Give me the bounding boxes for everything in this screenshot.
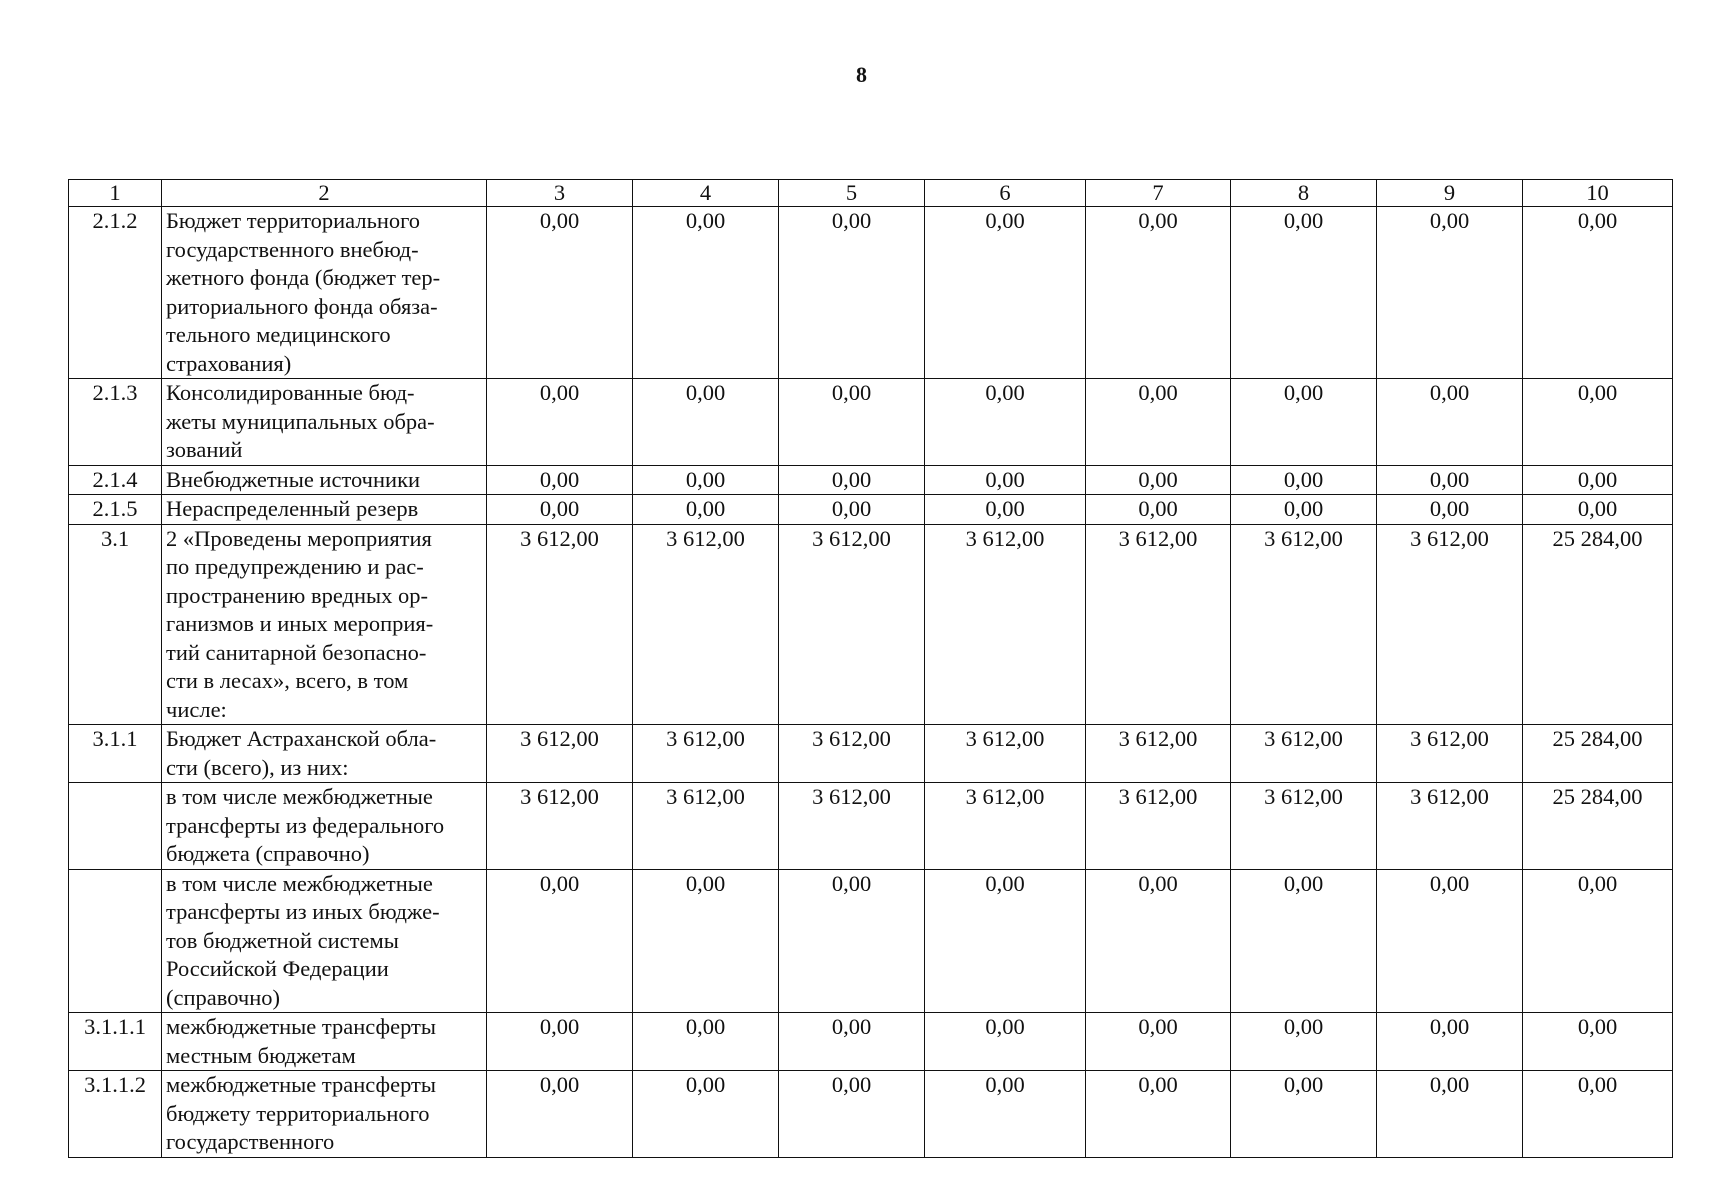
value-cell-col-5: 0,00 [779, 1071, 925, 1158]
table-row [69, 1013, 1673, 1071]
value-cell-col-9: 0,00 [1377, 869, 1523, 1013]
row-name-line: Нераспределенный резерв [166, 496, 419, 521]
value-cell-col-5: 0,00 [779, 1013, 925, 1071]
row-name [162, 1013, 487, 1071]
row-name-line: Консолидированные бюд- [166, 380, 415, 405]
value-cell-col-3: 0,00 [487, 465, 633, 495]
value-cell-col-7: 3 612,00 [1086, 725, 1231, 783]
value-cell-col-6: 0,00 [925, 1013, 1086, 1071]
value-cell-col-5: 0,00 [779, 869, 925, 1013]
value-cell-col-7: 0,00 [1086, 379, 1231, 466]
row-name-line: сти (всего), из них: [166, 754, 349, 780]
row-name-line: тий санитарной безопасно- [166, 639, 427, 665]
row-name-line: числе: [166, 696, 227, 722]
row-name-line: бюджета (справочно) [166, 841, 370, 866]
row-code [69, 783, 162, 870]
value-cell-col-10: 0,00 [1523, 1013, 1673, 1071]
value-cell-col-7: 0,00 [1086, 1013, 1231, 1071]
value-cell-col-3: 3 612,00 [487, 524, 633, 725]
header-cell-3: 3 [487, 180, 633, 207]
table-row [69, 1071, 1673, 1158]
row-name-line: государственного внебюд- [166, 236, 419, 262]
row-name-line: (справочно) [166, 984, 280, 1010]
value-cell-col-9: 3 612,00 [1377, 725, 1523, 783]
header-cell-8: 8 [1231, 180, 1377, 207]
header-cell-6: 6 [925, 180, 1086, 207]
value-cell-col-4: 0,00 [633, 207, 779, 379]
value-cell-col-8: 0,00 [1231, 379, 1377, 466]
header-cell-5: 5 [779, 180, 925, 207]
value-cell-col-10: 0,00 [1523, 869, 1673, 1013]
value-cell-col-5: 0,00 [779, 379, 925, 466]
value-cell-col-4: 0,00 [633, 465, 779, 495]
row-code: 3.1.1.2 [69, 1071, 162, 1158]
table-row [69, 207, 1673, 379]
value-cell-col-8: 3 612,00 [1231, 524, 1377, 725]
value-cell-col-6: 0,00 [925, 465, 1086, 495]
row-name-line: тов бюджетной системы [166, 927, 399, 953]
value-cell-col-7: 0,00 [1086, 1071, 1231, 1158]
value-cell-col-4: 0,00 [633, 379, 779, 466]
header-cell-1: 1 [69, 180, 162, 207]
value-cell-col-9: 0,00 [1377, 379, 1523, 466]
value-cell-col-8: 0,00 [1231, 465, 1377, 495]
budget-table [68, 179, 1673, 1158]
value-cell-col-10: 0,00 [1523, 1071, 1673, 1158]
row-name [162, 1071, 487, 1158]
value-cell-col-9: 0,00 [1377, 207, 1523, 379]
value-cell-col-4: 0,00 [633, 495, 779, 525]
value-cell-col-3: 0,00 [487, 379, 633, 466]
value-cell-col-8: 0,00 [1231, 869, 1377, 1013]
value-cell-col-4: 0,00 [633, 1071, 779, 1158]
row-name-line: сти в лесах», всего, в том [166, 668, 409, 693]
row-name-line: трансферты из федерального [166, 812, 445, 838]
value-cell-col-10: 25 284,00 [1523, 783, 1673, 870]
table-row [69, 725, 1673, 783]
header-cell-2: 2 [162, 180, 487, 207]
value-cell-col-10: 25 284,00 [1523, 524, 1673, 725]
value-cell-col-8: 3 612,00 [1231, 783, 1377, 870]
value-cell-col-5: 3 612,00 [779, 725, 925, 783]
value-cell-col-6: 3 612,00 [925, 783, 1086, 870]
value-cell-col-7: 3 612,00 [1086, 783, 1231, 870]
row-name-line: межбюджетные трансферты [166, 1072, 436, 1097]
row-name-line: риториального фонда обяза- [166, 293, 438, 319]
row-code: 2.1.3 [69, 379, 162, 466]
row-code: 2.1.4 [69, 465, 162, 495]
row-name-line: зований [166, 437, 243, 462]
row-name-line: жетного фонда (бюджет тер- [166, 265, 441, 290]
row-name-line: ганизмов и иных мероприя- [166, 611, 434, 636]
row-code: 3.1.1 [69, 725, 162, 783]
page-number: 8 [856, 62, 867, 87]
value-cell-col-6: 0,00 [925, 379, 1086, 466]
row-code: 2.1.2 [69, 207, 162, 379]
row-name-line: по предупреждению и рас- [166, 554, 424, 579]
value-cell-col-3: 0,00 [487, 869, 633, 1013]
table-row [69, 783, 1673, 870]
row-name [162, 495, 487, 525]
value-cell-col-9: 3 612,00 [1377, 524, 1523, 725]
value-cell-col-3: 0,00 [487, 1071, 633, 1158]
value-cell-col-6: 0,00 [925, 1071, 1086, 1158]
row-code: 3.1 [69, 524, 162, 725]
row-name [162, 207, 487, 379]
value-cell-col-3: 0,00 [487, 207, 633, 379]
value-cell-col-9: 0,00 [1377, 1013, 1523, 1071]
value-cell-col-10: 0,00 [1523, 495, 1673, 525]
value-cell-col-5: 3 612,00 [779, 524, 925, 725]
value-cell-col-8: 0,00 [1231, 1071, 1377, 1158]
row-name-line: страхования) [166, 350, 292, 376]
row-name-line: Российской Федерации [166, 956, 389, 981]
value-cell-col-7: 0,00 [1086, 465, 1231, 495]
value-cell-col-7: 0,00 [1086, 869, 1231, 1013]
header-cell-9: 9 [1377, 180, 1523, 207]
table-row [69, 524, 1673, 725]
value-cell-col-3: 3 612,00 [487, 783, 633, 870]
value-cell-col-6: 0,00 [925, 207, 1086, 379]
value-cell-col-7: 3 612,00 [1086, 524, 1231, 725]
value-cell-col-4: 3 612,00 [633, 725, 779, 783]
row-name-line: Бюджет территориального [166, 208, 421, 233]
row-code: 2.1.5 [69, 495, 162, 525]
value-cell-col-4: 3 612,00 [633, 524, 779, 725]
value-cell-col-4: 0,00 [633, 869, 779, 1013]
value-cell-col-6: 3 612,00 [925, 725, 1086, 783]
row-name-line: Внебюджетные источники [166, 466, 421, 492]
row-name [162, 783, 487, 870]
row-name [162, 379, 487, 466]
row-name-line: в том числе межбюджетные [166, 784, 433, 809]
row-name-line: государственного [166, 1129, 335, 1154]
header-row [69, 180, 1673, 207]
value-cell-col-6: 0,00 [925, 869, 1086, 1013]
row-code [69, 869, 162, 1013]
value-cell-col-10: 25 284,00 [1523, 725, 1673, 783]
value-cell-col-9: 0,00 [1377, 465, 1523, 495]
table-row [69, 379, 1673, 466]
table-row [69, 465, 1673, 495]
row-code: 3.1.1.1 [69, 1013, 162, 1071]
row-name-line: в том числе межбюджетные [166, 870, 433, 896]
value-cell-col-10: 0,00 [1523, 465, 1673, 495]
table-row [69, 869, 1673, 1013]
value-cell-col-7: 0,00 [1086, 207, 1231, 379]
value-cell-col-7: 0,00 [1086, 495, 1231, 525]
value-cell-col-8: 3 612,00 [1231, 725, 1377, 783]
row-name [162, 725, 487, 783]
value-cell-col-9: 0,00 [1377, 1071, 1523, 1158]
value-cell-col-10: 0,00 [1523, 379, 1673, 466]
value-cell-col-5: 0,00 [779, 207, 925, 379]
value-cell-col-5: 0,00 [779, 495, 925, 525]
row-name-line: межбюджетные трансферты [166, 1014, 436, 1039]
value-cell-col-8: 0,00 [1231, 495, 1377, 525]
row-name [162, 465, 487, 495]
value-cell-col-6: 3 612,00 [925, 524, 1086, 725]
row-name-line: бюджету территориального [166, 1100, 430, 1126]
row-name-line: жеты муниципальных обра- [166, 408, 435, 434]
value-cell-col-9: 3 612,00 [1377, 783, 1523, 870]
value-cell-col-5: 0,00 [779, 465, 925, 495]
row-name [162, 524, 487, 725]
header-cell-7: 7 [1086, 180, 1231, 207]
value-cell-col-8: 0,00 [1231, 1013, 1377, 1071]
table-row [69, 495, 1673, 525]
header-cell-4: 4 [633, 180, 779, 207]
table-header [69, 180, 1673, 207]
value-cell-col-10: 0,00 [1523, 207, 1673, 379]
value-cell-col-4: 3 612,00 [633, 783, 779, 870]
value-cell-col-3: 3 612,00 [487, 725, 633, 783]
row-name-line: Бюджет Астраханской обла- [166, 726, 437, 751]
row-name-line: местным бюджетам [166, 1042, 356, 1068]
row-name [162, 869, 487, 1013]
table-body [69, 207, 1673, 1158]
value-cell-col-3: 0,00 [487, 495, 633, 525]
value-cell-col-6: 0,00 [925, 495, 1086, 525]
header-cell-10: 10 [1523, 180, 1673, 207]
value-cell-col-8: 0,00 [1231, 207, 1377, 379]
row-name-line: трансферты из иных бюдже- [166, 899, 440, 924]
value-cell-col-3: 0,00 [487, 1013, 633, 1071]
row-name-line: тельного медицинского [166, 322, 391, 347]
value-cell-col-9: 0,00 [1377, 495, 1523, 525]
row-name-line: 2 «Проведены мероприятия [166, 525, 432, 551]
value-cell-col-4: 0,00 [633, 1013, 779, 1071]
row-name-line: пространению вредных ор- [166, 582, 429, 608]
value-cell-col-5: 3 612,00 [779, 783, 925, 870]
